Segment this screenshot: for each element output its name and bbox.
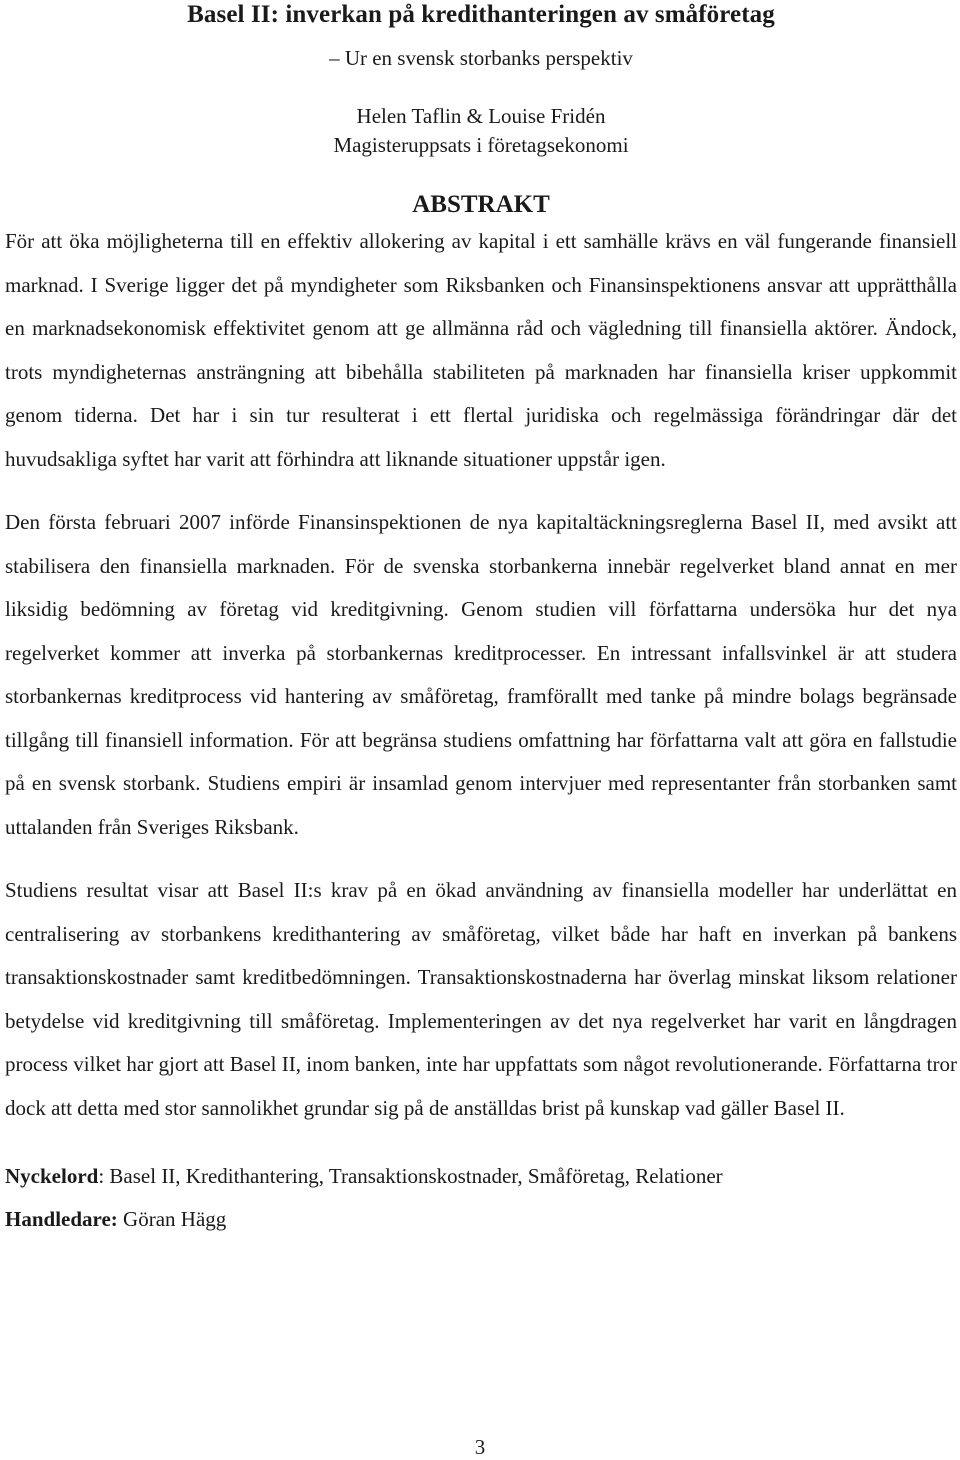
abstract-heading: ABSTRAKT [412,191,550,218]
degree-line: Magisteruppsats i företagsekonomi [333,133,629,157]
supervisor-value: Göran Hägg [117,1207,227,1231]
keywords-line [5,1155,957,1198]
keywords-label: Nyckelord [5,1164,99,1188]
abstract-paragraph: Den första februari 2007 införde Finansinspektionen de nya kapitaltäckningsreglerna Basel II, med avsikt att stabilisera den finansiella marknaden. För de svenska storbankerna innebär regelverket bland annat en mer liksidig bedömning av företag vid kreditgivning. Genom studien vill författarna undersöka hur det nya regelverket kommer att inverka på storbankernas kreditprocesser. En intressant infallsvinkel är att studera storbankernas kreditprocess vid hantering av småföretag, framförallt med tanke på mindre bolags begränsade tillgång till finansiell information. För att begränsa studiens omfattning har författarna valt att göra en fallstudie på en svensk storbank. Studiens empiri är insamlad genom intervjuer med representanter från storbanken samt uttalanden från Sveriges Riksbank. [5,510,957,839]
document-subtitle: – Ur en svensk storbanks perspektiv [329,46,633,70]
abstract-paragraph: För att öka möjligheterna till en effektiv allokering av kapital i ett samhälle krävs en väl fungerande finansiell marknad. I Sverige ligger det på myndigheter som Riksbanken och Finansinspektionens ansvar att upprätthålla en marknadsekonomisk effektivitet genom att ge allmänna råd och vägledning till finansiella aktörer. Ändock, trots myndigheternas ansträngning att bibehålla stabiliteten på marknaden har finansiella kriser uppkommit genom tiderna. Det har i sin tur resulterat i ett flertal juridiska och regelmässiga förändringar där det huvudsakliga syftet har varit att förhindra att liknande situationer uppstår igen. [5,229,957,471]
supervisor-line [5,1198,957,1241]
keywords-value: : Basel II, Kredithantering, Transaktionskostnader, Småföretag, Relationer [98,1164,723,1188]
abstract-paragraph: Studiens resultat visar att Basel II:s krav på en ökad användning av finansiella modeller har underlättat en centralisering av storbankens kredithantering av småföretag, vilket både har haft en inverkan på bankens transaktionskostnader samt kreditbedömningen. Transaktionskostnaderna har överlag minskat liksom relationer betydelse vid kreditgivning till småföretag. Implementeringen av det nya regelverket har varit en långdragen process vilket har gjort att Basel II, inom banken, inte har uppfattats som något revolutionerande. Författarna tror dock att detta med stor sannolikhet grundar sig på de anställdas brist på kunskap vad gäller Basel II. [5,878,957,1120]
document-title: Basel II: inverkan på kredithanteringen av småföretag [187,1,775,28]
supervisor-label: Handledare: [5,1207,118,1231]
document-page [5,0,957,1241]
keywords-block [5,1155,957,1241]
page-number: 3 [474,1435,486,1459]
authors: Helen Taflin & Louise Fridén [356,104,606,128]
